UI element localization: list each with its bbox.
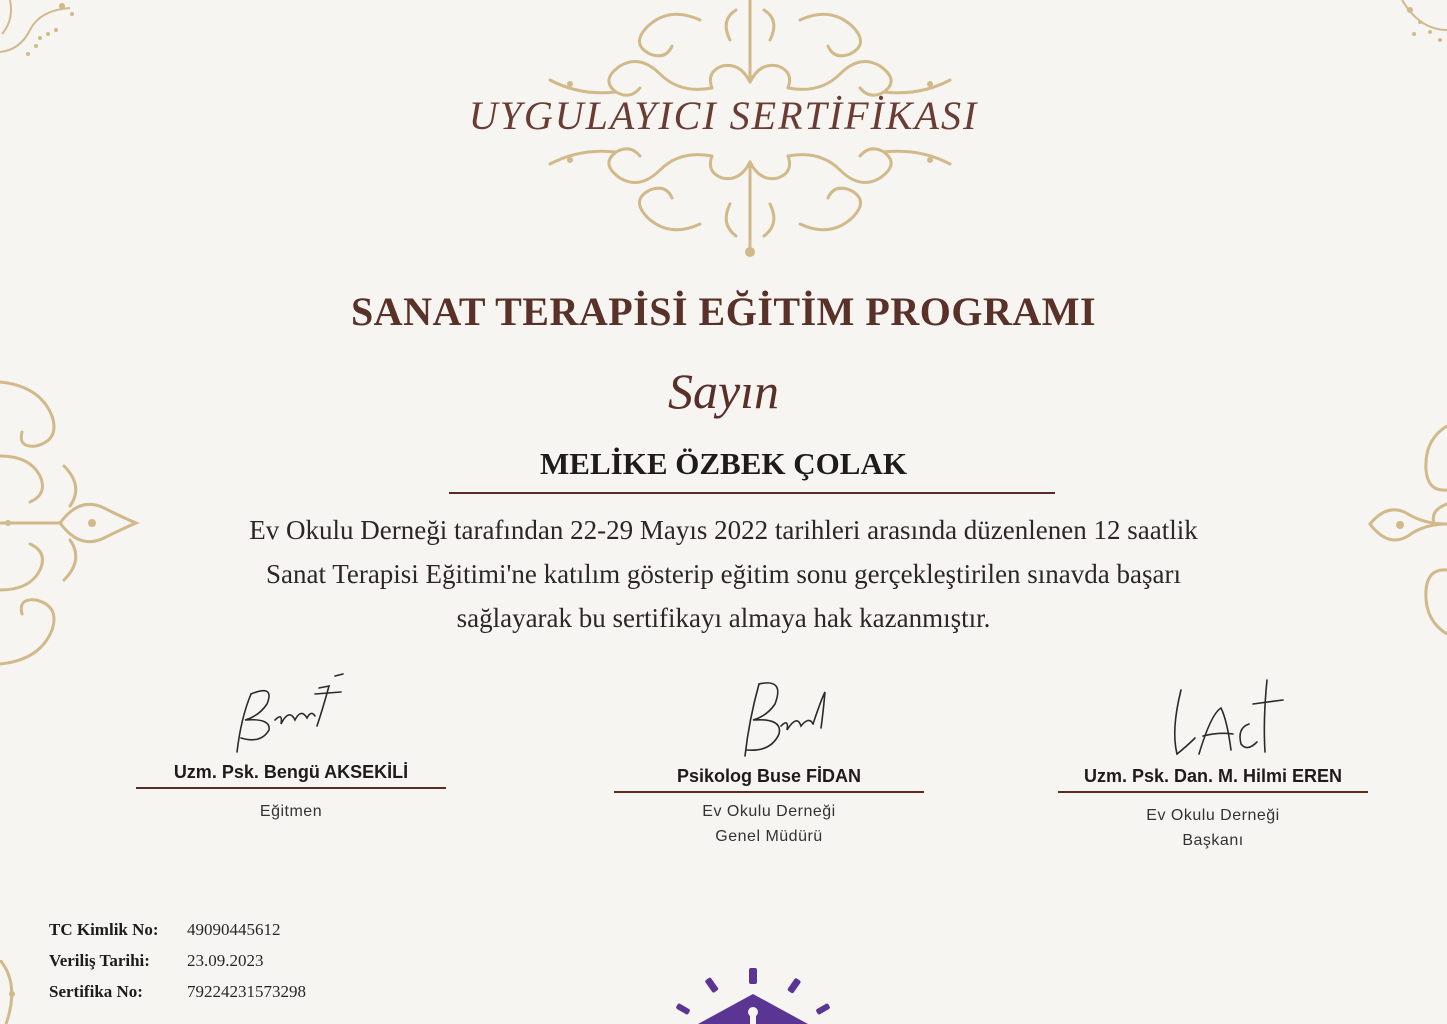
detail-row-tc-kimlik: [49, 914, 306, 945]
corner-ornament-top-left-icon: [0, 0, 80, 70]
signatory-role: [1053, 803, 1373, 853]
signature-block-trainer: [131, 668, 451, 824]
certificate-body-text: [150, 508, 1297, 640]
recipient-name: MELİKE ÖZBEK ÇOLAK: [540, 446, 907, 481]
body-line: sağlayarak bu sertifikayı almaya hak kazanmıştır.: [456, 603, 991, 633]
detail-value: 49090445612: [187, 919, 281, 939]
signatory-name: Uzm. Psk. Bengü AKSEKİLİ: [173, 762, 409, 782]
detail-value: 23.09.2023: [187, 950, 264, 970]
body-line: Ev Okulu Derneği tarafından 22-29 Mayıs 2022 tarihleri arasında düzenlenen 12 saatlik: [249, 515, 1198, 545]
handwritten-signature-icon: [211, 668, 371, 756]
body-line: Sanat Terapisi Eğitimi'ne katılım gösterip eğitim sonu gerçekleştirilen sınavda başarı: [265, 559, 1181, 589]
bottom-left-ornament-icon: [0, 960, 24, 1024]
signatory-role-line: Genel Müdürü: [715, 828, 823, 845]
signature-block-general-manager: [609, 670, 929, 849]
detail-label: Veriliş Tarihi:: [49, 950, 150, 970]
handwritten-signature-icon: [1133, 670, 1293, 760]
corner-ornament-top-right-icon: [1400, 0, 1447, 60]
detail-label: Sertifika No:: [49, 981, 143, 1001]
detail-row-issue-date: [49, 945, 306, 976]
left-side-ornament-icon: [0, 376, 140, 670]
detail-row-certificate-no: [49, 976, 306, 1007]
signature-line: [614, 791, 924, 793]
signature-line: [136, 787, 446, 789]
signatory-name: Psikolog Buse FİDAN: [676, 766, 862, 786]
salutation: Sayın: [667, 363, 780, 419]
signatory-role: [609, 799, 929, 849]
certificate-type-title: UYGULAYICI SERTİFİKASI: [468, 93, 979, 138]
detail-label: TC Kimlik No:: [49, 919, 159, 939]
signatory-role-line: Ev Okulu Derneği: [702, 803, 836, 820]
signature-line: [1058, 791, 1368, 793]
signatory-name: Uzm. Psk. Dan. M. Hilmi EREN: [1083, 766, 1343, 786]
detail-value: 79224231573298: [187, 981, 306, 1001]
ev-okulu-dernegi-logo-icon: [668, 968, 838, 1024]
signatory-role-line: Eğitmen: [259, 803, 323, 820]
certificate-details: [49, 914, 306, 1007]
handwritten-signature-icon: [689, 670, 849, 760]
signatory-role-line: Başkanı: [1182, 832, 1244, 849]
program-title: SANAT TERAPİSİ EĞİTİM PROGRAMI: [350, 289, 1097, 334]
recipient-underline: [449, 492, 1055, 494]
signatory-role-line: Ev Okulu Derneği: [1146, 807, 1280, 824]
signatory-role: [131, 799, 451, 824]
signature-block-president: [1053, 670, 1373, 853]
